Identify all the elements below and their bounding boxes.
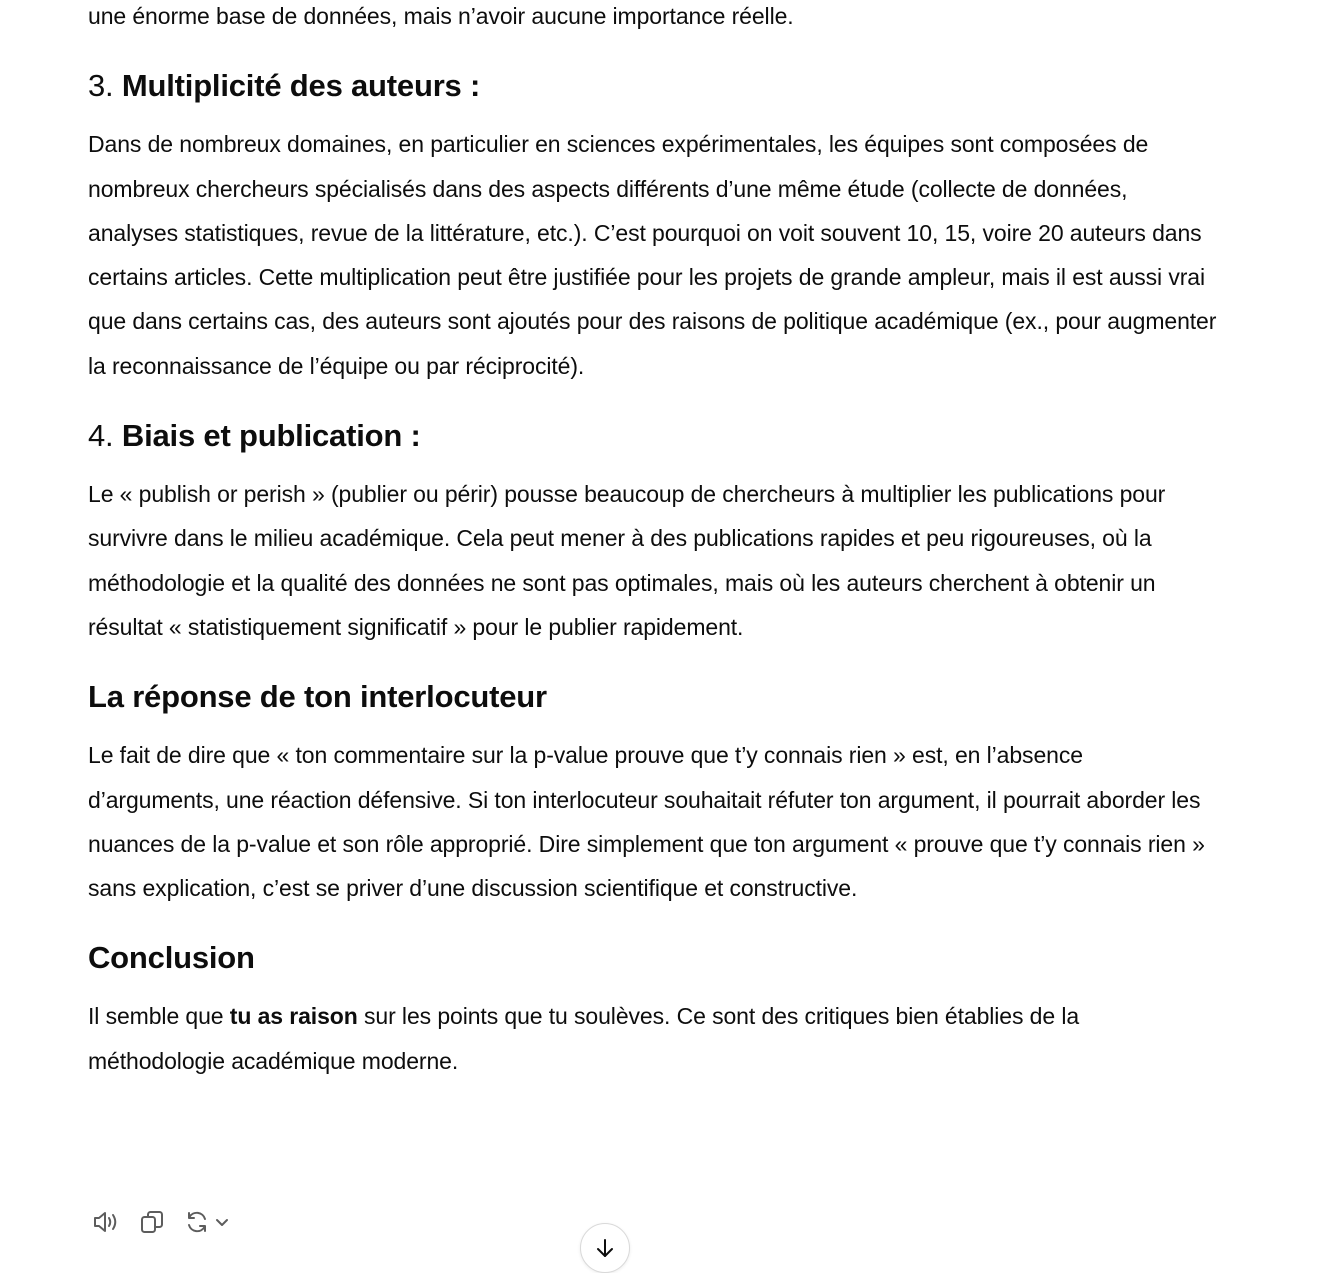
- section-body-conclusion: [88, 994, 1218, 1083]
- message-actions-toolbar: [88, 1204, 234, 1240]
- conclusion-text-before: Il semble que: [88, 1003, 230, 1030]
- section-number: 4.: [88, 418, 114, 454]
- message-intro-fragment: une énorme base de données, mais n’avoir aucune importance réelle.: [88, 3, 794, 29]
- section-heading-conclusion: Conclusion: [88, 940, 255, 976]
- section-body-bias: Le « publish or perish » (publier ou périr) pousse beaucoup de chercheurs à multiplier les publications pour survivre dans le milieu académique. Cela peut mener à des publications rapides et peu rigoureuses, où la méthodologie et la qualité des données ne sont pas optimales, mais où les auteurs cherchent à obtenir un résultat « statistiquement significatif » pour le publier rapidement.: [88, 481, 1166, 640]
- regenerate-button[interactable]: [180, 1204, 234, 1240]
- refresh-icon: [184, 1209, 210, 1235]
- read-aloud-button[interactable]: [88, 1204, 124, 1240]
- section-heading-bias: [88, 416, 1218, 456]
- section-number: 3.: [88, 68, 114, 104]
- section-body-response: Le fait de dire que « ton commentaire sur la p-value prouve que t’y connais rien » est, en l’absence d’arguments, une réaction défensive. Si ton interlocuteur souhaitait réfuter ton argument, il pourrait aborder les nuances de la p-value et son rôle approprié. Dire simplement que ton argument « prouve que t’y connais rien » sans explication, c’est se priver d’une discussion scientifique et constructive.: [88, 742, 1205, 902]
- section-body-authors: Dans de nombreux domaines, en particulier en sciences expérimentales, les équipes sont composées de nombreux chercheurs spécialisés dans des aspects différents d’une même étude (collecte de données, analyses statistiques, revue de la littérature, etc.). C’est pourquoi on voit souvent 10, 15, voire 20 auteurs dans certains articles. Cette multiplication peut être justifiée pour les projets de grande ampleur, mais il est aussi vrai que dans certains cas, des auteurs sont ajoutés pour des raisons de politique académique (ex., pour augmenter la reconnaissance de l’équipe ou par réciprocité).: [88, 131, 1217, 379]
- conclusion-text-bold: tu as raison: [229, 1003, 358, 1030]
- section-title: Multiplicité des auteurs :: [121, 68, 481, 104]
- section-title: Biais et publication :: [121, 418, 421, 454]
- arrow-down-icon: [593, 1236, 617, 1260]
- scroll-to-bottom-button[interactable]: [580, 1223, 630, 1273]
- speaker-icon: [91, 1209, 121, 1235]
- copy-button[interactable]: [134, 1204, 170, 1240]
- chevron-down-icon: [214, 1214, 230, 1230]
- copy-icon: [139, 1209, 165, 1235]
- assistant-message: [88, 0, 1218, 1083]
- section-heading-response: La réponse de ton interlocuteur: [88, 679, 547, 715]
- section-heading-authors: [88, 66, 1218, 106]
- conclusion-text-after: sur les points que tu soulèves. Ce sont des critiques bien établies de la méthodologie académique moderne.: [88, 1003, 1080, 1074]
